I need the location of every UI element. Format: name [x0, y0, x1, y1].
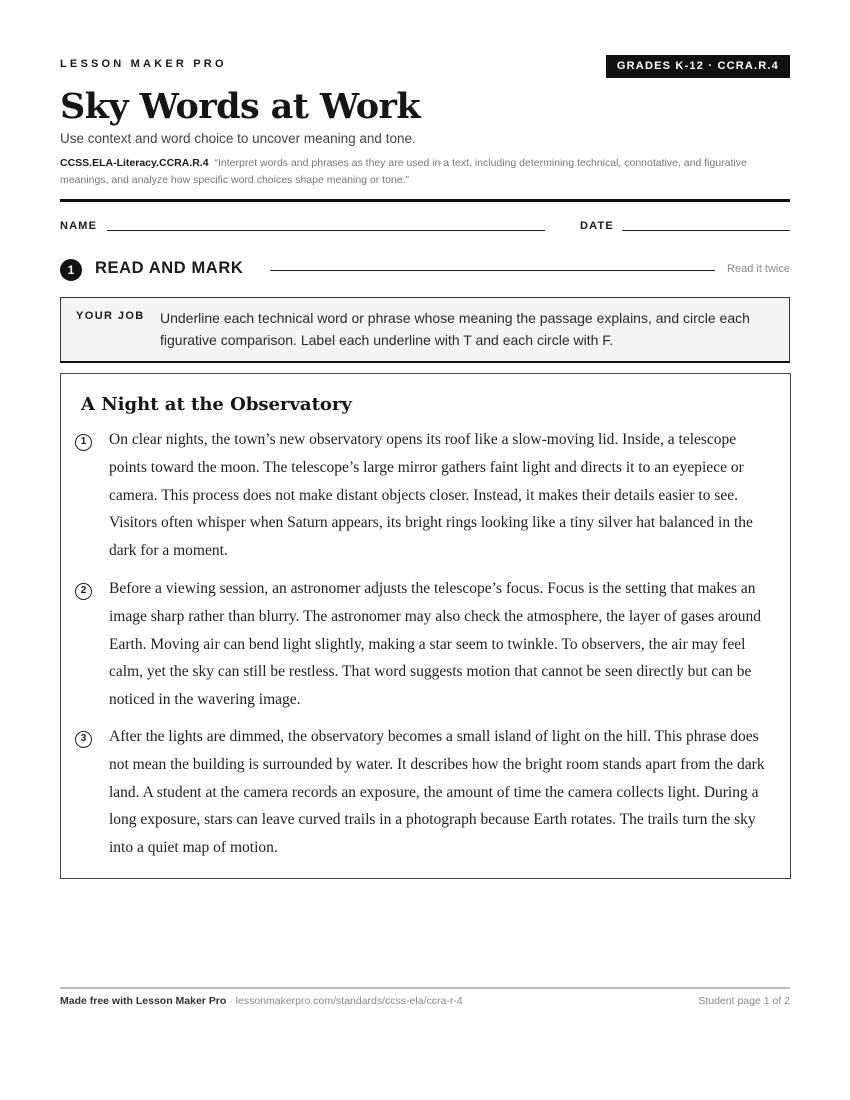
brand-name: LESSON MAKER PRO	[60, 58, 227, 70]
section-header	[60, 258, 790, 282]
footer-credit	[60, 995, 463, 1007]
section-number-badge: 1	[60, 259, 82, 281]
standard-code: CCSS.ELA-Literacy.CCRA.R.4	[60, 157, 209, 169]
date-label: DATE	[580, 220, 614, 232]
paragraph-text: On clear nights, the town’s new observatory opens its roof like a slow-moving lid. Inside, a telescope points toward the moon. The telescope’s large mirror gathers faint light and directs it to an eyepiece or camera. This process does not make distant objects closer. Instead, it makes their details easier to see. Visitors often whisper when Saturn appears, its bright rings looking like a tiny silver hat balanced in the dark for a moment.	[109, 431, 753, 560]
student-info-fields	[60, 218, 790, 236]
paragraph-number: 1	[75, 434, 92, 451]
reading-passage	[60, 373, 791, 879]
footer-separator: ·	[226, 995, 236, 1007]
name-label: NAME	[60, 220, 98, 232]
instructions-label: YOUR JOB	[76, 310, 145, 322]
paragraph-number: 2	[75, 583, 92, 600]
standard-description	[60, 155, 790, 189]
footer-url[interactable]: lessonmakerpro.com/standards/ccss-ela/ccra-r-4	[235, 995, 463, 1007]
grade-badge: GRADES K-12 · CCRA.R.4	[606, 55, 790, 78]
header-divider	[60, 199, 790, 202]
paragraph-text: After the lights are dimmed, the observatory becomes a small island of light on the hill. This phrase does not mean the building is surrounded by water. It describes how the bright room stands apart from the dark land. A student at the camera records an exposure, the amount of time the camera collects light. During a long exposure, stars can leave curved trails in a photograph because Earth rotates. The trails turn the sky into a quiet map of motion.	[109, 728, 765, 857]
page-subtitle: Use context and word choice to uncover meaning and tone.	[60, 131, 416, 146]
instructions-text: Underline each technical word or phrase whose meaning the passage explains, and circle each figurative comparison. Label each underline with T and each circle with F.	[160, 310, 750, 348]
page-title: Sky Words at Work	[60, 86, 420, 127]
passage-title: A Night at the Observatory	[81, 394, 352, 415]
instructions-box	[60, 297, 790, 363]
date-field[interactable]	[622, 230, 790, 231]
section-divider	[270, 270, 715, 271]
standard-text: “Interpret words and phrases as they are used in a text, including determining technical, connotative, and figurative meanings, and analyze how specific word choices shape meaning or tone.”	[60, 157, 747, 186]
footer-made-with: Made free with Lesson Maker Pro	[60, 995, 227, 1007]
page-number: Student page 1 of 2	[698, 995, 790, 1007]
section-note: Read it twice	[727, 263, 790, 275]
name-field[interactable]	[107, 230, 545, 231]
paragraph-text: Before a viewing session, an astronomer adjusts the telescope’s focus. Focus is the setting that makes an image sharp rather than blurry. The astronomer may also check the atmosphere, the layer of gases around Earth. Moving air can bend light slightly, making a star seem to twinkle. To observers, the air may feel calm, yet the sky can still be restless. That word suggests motion that cannot be seen directly but can be noticed in the wavering image.	[109, 580, 762, 709]
section-title: READ AND MARK	[95, 259, 244, 277]
paragraph-number: 3	[75, 731, 92, 748]
footer-divider	[60, 987, 790, 989]
